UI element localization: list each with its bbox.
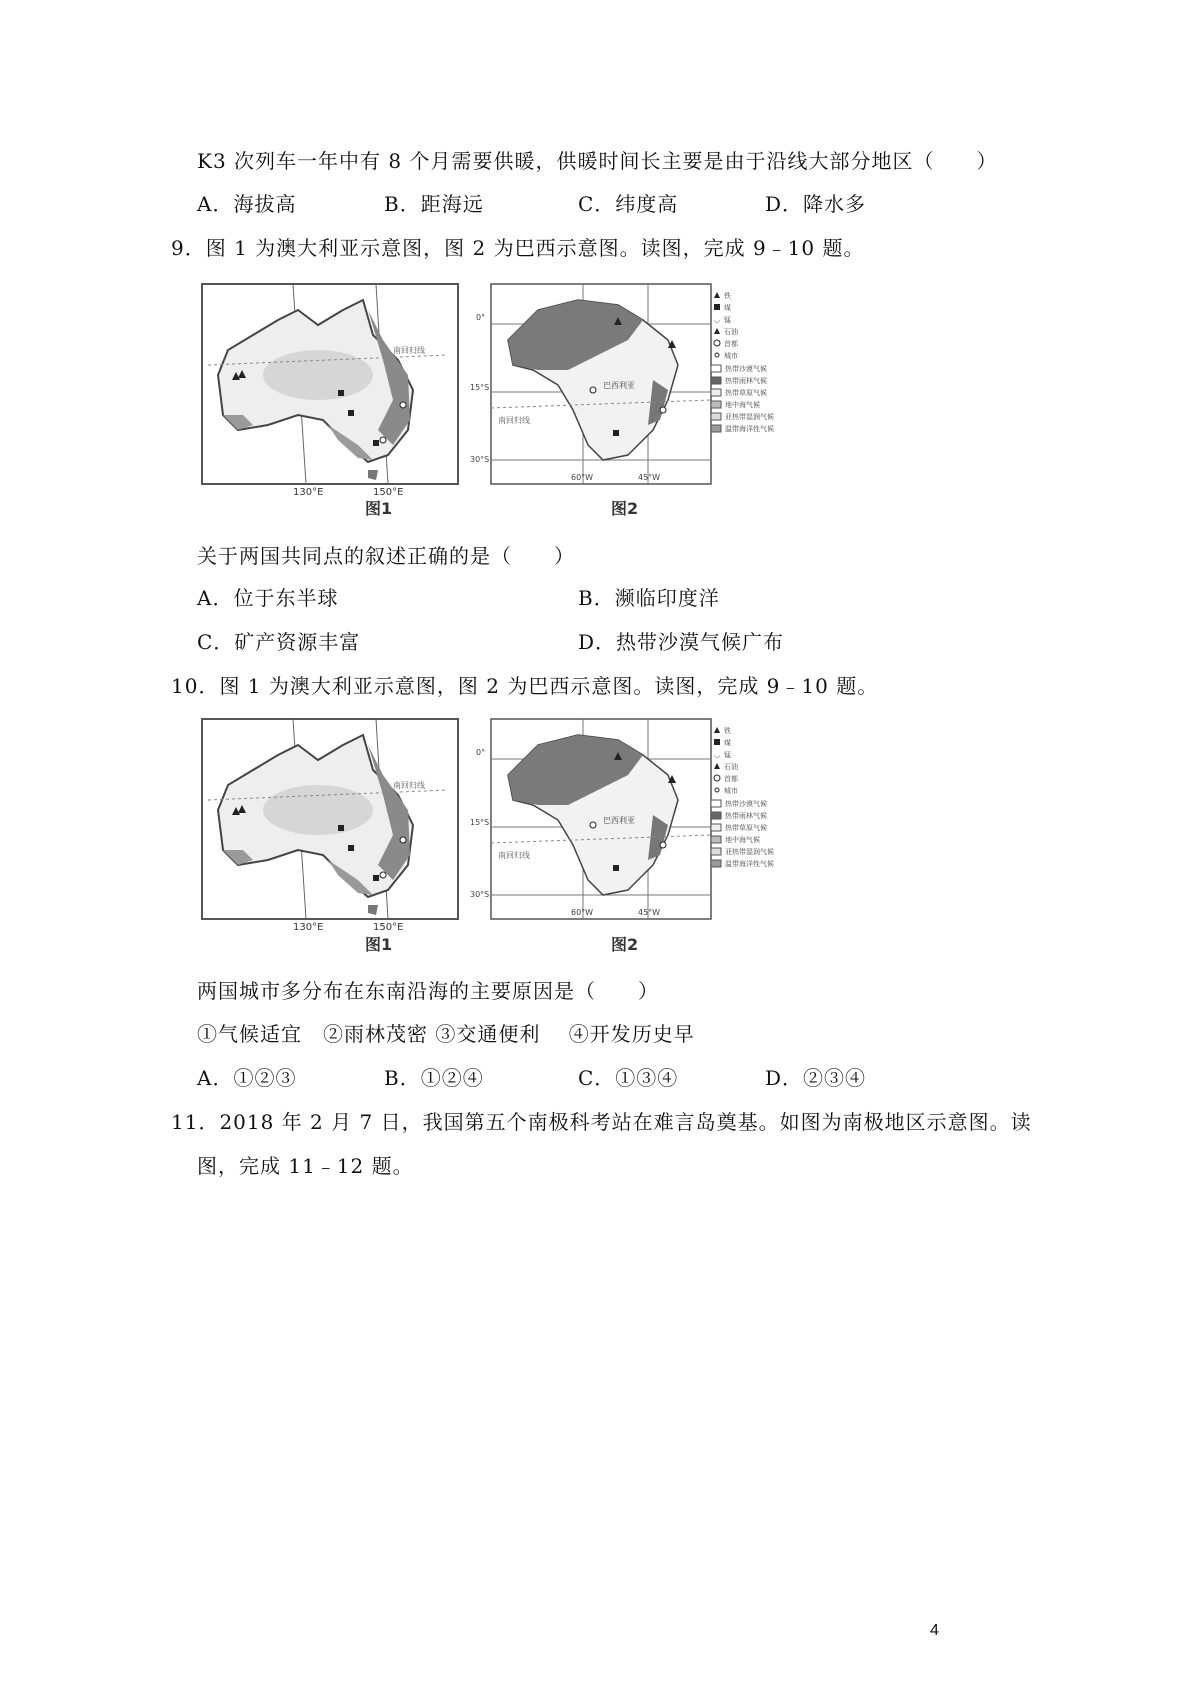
q10-option-b: B．①②④ xyxy=(384,1066,484,1090)
q8-option-c: C．纬度高 xyxy=(578,192,679,216)
svg-text:地中海气候: 地中海气候 xyxy=(725,401,760,409)
q9-option-b: B．濒临印度洋 xyxy=(578,586,720,610)
svg-text:45°W: 45°W xyxy=(638,908,661,917)
q11-intro-line2: 图，完成 11﹣12 题。 xyxy=(197,1154,414,1178)
q11-intro-line1: 11．2018 年 2 月 7 日，我国第五个南极科考站在难言岛奠基。如图为南极地区示意图。读 xyxy=(171,1110,1032,1134)
fig2-tropic-label: 南回归线 xyxy=(498,416,530,425)
q9-intro: 9．图 1 为澳大利亚示意图，图 2 为巴西示意图。读图，完成 9﹣10 题。 xyxy=(171,236,865,260)
q8-option-a: A．海拔高 xyxy=(197,192,297,216)
svg-text:60°W: 60°W xyxy=(571,908,594,917)
svg-text:◡: ◡ xyxy=(714,316,721,324)
q10-option-a: A．①②③ xyxy=(197,1066,297,1090)
svg-text:城市: 城市 xyxy=(724,787,738,795)
svg-text:石油: 石油 xyxy=(724,328,738,336)
svg-text:60°W: 60°W xyxy=(571,473,594,482)
fig2-brasilia-label: 巴西利亚 xyxy=(603,381,635,390)
fig1-lon-130: 130°E xyxy=(293,487,324,498)
q10-items: ①气候适宜 ②雨林茂密 ③交通便利 ④开发历史早 xyxy=(197,1022,695,1046)
q10-option-c: C．①③④ xyxy=(578,1066,679,1090)
fig1-lon-150: 150°E xyxy=(373,487,404,498)
svg-text:15°S: 15°S xyxy=(470,818,490,827)
fig2-caption-2: 图2 xyxy=(611,935,639,954)
q9-option-c: C．矿产资源丰富 xyxy=(197,630,361,654)
svg-text:热带沙漠气候: 热带沙漠气候 xyxy=(725,365,767,373)
svg-text:热带草原气候: 热带草原气候 xyxy=(725,389,767,397)
q10-intro: 10．图 1 为澳大利亚示意图，图 2 为巴西示意图。读图，完成 9﹣10 题。 xyxy=(171,674,879,698)
svg-text:锰: 锰 xyxy=(724,751,731,759)
q8-option-d: D．降水多 xyxy=(765,192,867,216)
q9-option-a: A．位于东半球 xyxy=(197,586,339,610)
svg-text:锰: 锰 xyxy=(724,316,731,324)
fig1-caption: 图1 xyxy=(365,499,393,518)
svg-text:亚热带湿润气候: 亚热带湿润气候 xyxy=(725,848,774,856)
svg-text:铁: 铁 xyxy=(724,727,731,735)
svg-text:铁: 铁 xyxy=(724,292,731,300)
svg-text:130°E: 130°E xyxy=(293,922,324,933)
q9-option-d: D．热带沙漠气候广布 xyxy=(578,630,785,654)
svg-text:45°W: 45°W xyxy=(638,473,661,482)
svg-text:0°: 0° xyxy=(476,748,486,757)
svg-text:亚热带湿润气候: 亚热带湿润气候 xyxy=(725,413,774,421)
figure-australia-brazil-2 xyxy=(198,715,810,955)
svg-text:热带雨林气候: 热带雨林气候 xyxy=(725,377,767,385)
svg-text:◡: ◡ xyxy=(714,751,721,759)
svg-text:首都: 首都 xyxy=(724,775,738,783)
svg-text:30°S: 30°S xyxy=(470,455,490,464)
svg-text:地中海气候: 地中海气候 xyxy=(725,836,760,844)
svg-text:热带沙漠气候: 热带沙漠气候 xyxy=(725,800,767,808)
svg-text:巴西利亚: 巴西利亚 xyxy=(603,816,635,825)
svg-text:煤: 煤 xyxy=(724,739,731,747)
svg-text:南回归线: 南回归线 xyxy=(393,781,425,790)
q8-option-b: B．距海远 xyxy=(384,192,484,216)
q8-stem: K3 次列车一年中有 8 个月需要供暖，供暖时间长主要是由于沿线大部分地区（ ） xyxy=(197,149,998,173)
page-number: 4 xyxy=(930,1622,939,1639)
svg-text:0°: 0° xyxy=(476,313,486,322)
q9-stem: 关于两国共同点的叙述正确的是（ ） xyxy=(197,544,575,568)
svg-text:南回归线: 南回归线 xyxy=(498,851,530,860)
svg-text:15°S: 15°S xyxy=(470,383,490,392)
svg-text:热带雨林气候: 热带雨林气候 xyxy=(725,812,767,820)
fig1-tropic-label: 南回归线 xyxy=(393,346,425,355)
svg-text:城市: 城市 xyxy=(724,352,738,360)
fig2-caption: 图2 xyxy=(611,499,639,518)
svg-text:首都: 首都 xyxy=(724,340,738,348)
q10-option-d: D．②③④ xyxy=(765,1066,867,1090)
fig-legend xyxy=(711,291,774,433)
svg-text:温带海洋性气候: 温带海洋性气候 xyxy=(725,860,774,868)
fig1-caption-2: 图1 xyxy=(365,935,393,954)
svg-text:温带海洋性气候: 温带海洋性气候 xyxy=(725,425,774,433)
svg-text:热带草原气候: 热带草原气候 xyxy=(725,824,767,832)
svg-text:煤: 煤 xyxy=(724,304,731,312)
q10-stem: 两国城市多分布在东南沿海的主要原因是（ ） xyxy=(197,979,659,1003)
svg-text:30°S: 30°S xyxy=(470,890,490,899)
svg-text:150°E: 150°E xyxy=(373,922,404,933)
svg-text:石油: 石油 xyxy=(724,763,738,771)
figure-australia-brazil-1 xyxy=(198,280,810,520)
